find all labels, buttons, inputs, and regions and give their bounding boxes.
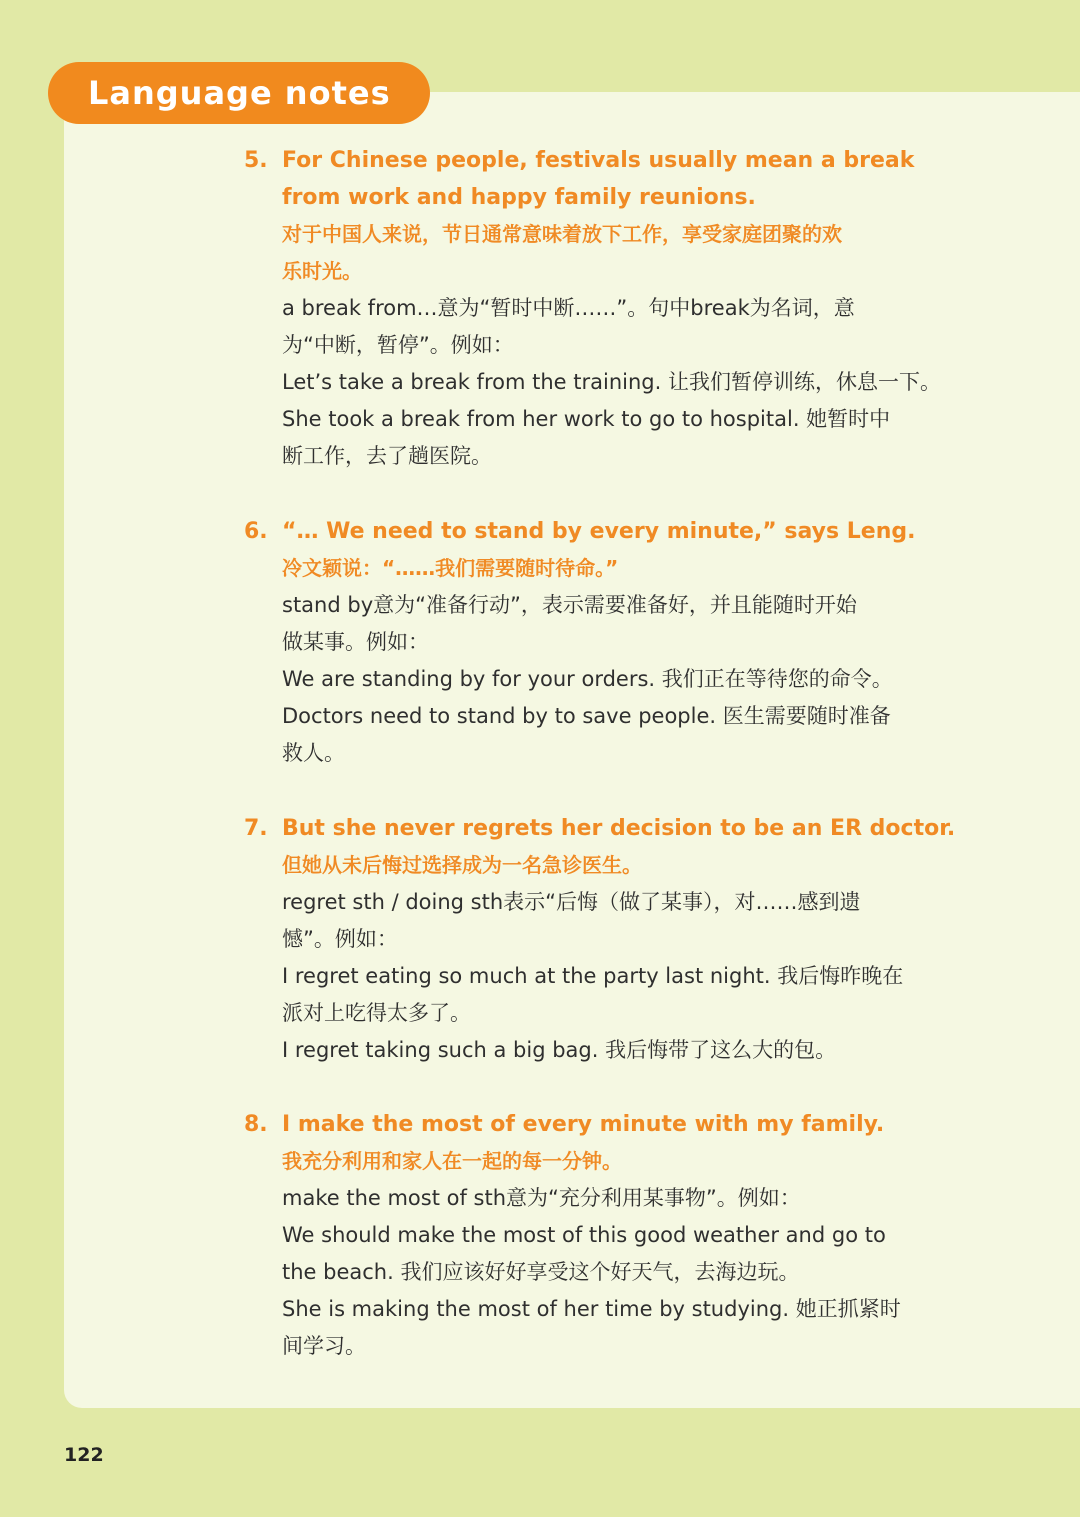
note-body-line: make the most of sth意为“充分利用某事物”。例如： xyxy=(282,1186,801,1210)
note-number: 8. xyxy=(244,1112,268,1137)
note-number: 5. xyxy=(244,148,268,173)
note-heading-line: “… We need to stand by every minute,” says Leng. xyxy=(282,519,916,544)
note-body-line: 为“中断，暂停”。例如： xyxy=(282,333,514,357)
note-body-line: She took a break from her work to go to hospital. 她暂时中 xyxy=(282,407,891,431)
note-body-line: 憾”。例如： xyxy=(282,927,398,951)
section-title-tab xyxy=(48,62,430,124)
note-translation-line: 对于中国人来说，节日通常意味着放下工作，享受家庭团聚的欢 xyxy=(282,222,842,246)
note-body-line: We should make the most of this good weather and go to xyxy=(282,1223,886,1247)
note-heading-line: For Chinese people, festivals usually mean a break xyxy=(282,148,915,173)
note-body-line: 派对上吃得太多了。 xyxy=(282,1001,471,1025)
section-title: Language notes xyxy=(88,74,391,112)
note-body-line: She is making the most of her time by studying. 她正抓紧时 xyxy=(282,1297,901,1321)
note-body-line: stand by意为“准备行动”，表示需要准备好，并且能随时开始 xyxy=(282,593,857,617)
page-number: 122 xyxy=(64,1444,104,1466)
note-lines xyxy=(282,1106,942,1365)
note-number: 7. xyxy=(244,816,268,841)
note-body-line: Doctors need to stand by to save people. 医生需要随时准备 xyxy=(282,704,891,728)
note-heading-line: from work and happy family reunions. xyxy=(282,185,756,210)
note-body-line: I regret taking such a big bag. 我后悔带了这么大的包。 xyxy=(282,1038,837,1062)
note-translation-line: 乐时光。 xyxy=(282,259,362,283)
note-body-line: a break from…意为“暂时中断……”。句中break为名词，意 xyxy=(282,296,855,320)
note-body-line: I regret eating so much at the party last night. 我后悔昨晚在 xyxy=(282,964,904,988)
note-body-line: 断工作，去了趟医院。 xyxy=(282,444,492,468)
note-body-line: We are standing by for your orders. 我们正在等待您的命令。 xyxy=(282,667,893,691)
note-body-line: regret sth / doing sth表示“后悔（做了某事），对……感到遗 xyxy=(282,890,861,914)
note-body-line: 救人。 xyxy=(282,741,345,765)
note-translation-line: 但她从未后悔过选择成为一名急诊医生。 xyxy=(282,853,642,877)
note-number: 6. xyxy=(244,519,268,544)
note-body-line: 间学习。 xyxy=(282,1334,366,1358)
note-lines xyxy=(282,810,956,1069)
note-body-line: the beach. 我们应该好好享受这个好天气，去海边玩。 xyxy=(282,1260,800,1284)
note-heading-line: But she never regrets her decision to be an ER doctor. xyxy=(282,816,956,841)
note-body-line: Let’s take a break from the training. 让我们暂停训练，休息一下。 xyxy=(282,370,941,394)
note-heading-line: I make the most of every minute with my family. xyxy=(282,1112,885,1137)
note-translation-line: 冷文颖说：“……我们需要随时待命。” xyxy=(282,556,619,580)
note-lines xyxy=(282,513,942,772)
note-lines xyxy=(282,142,942,475)
note-body-line: 做某事。例如： xyxy=(282,630,429,654)
note-translation-line: 我充分利用和家人在一起的每一分钟。 xyxy=(282,1149,622,1173)
